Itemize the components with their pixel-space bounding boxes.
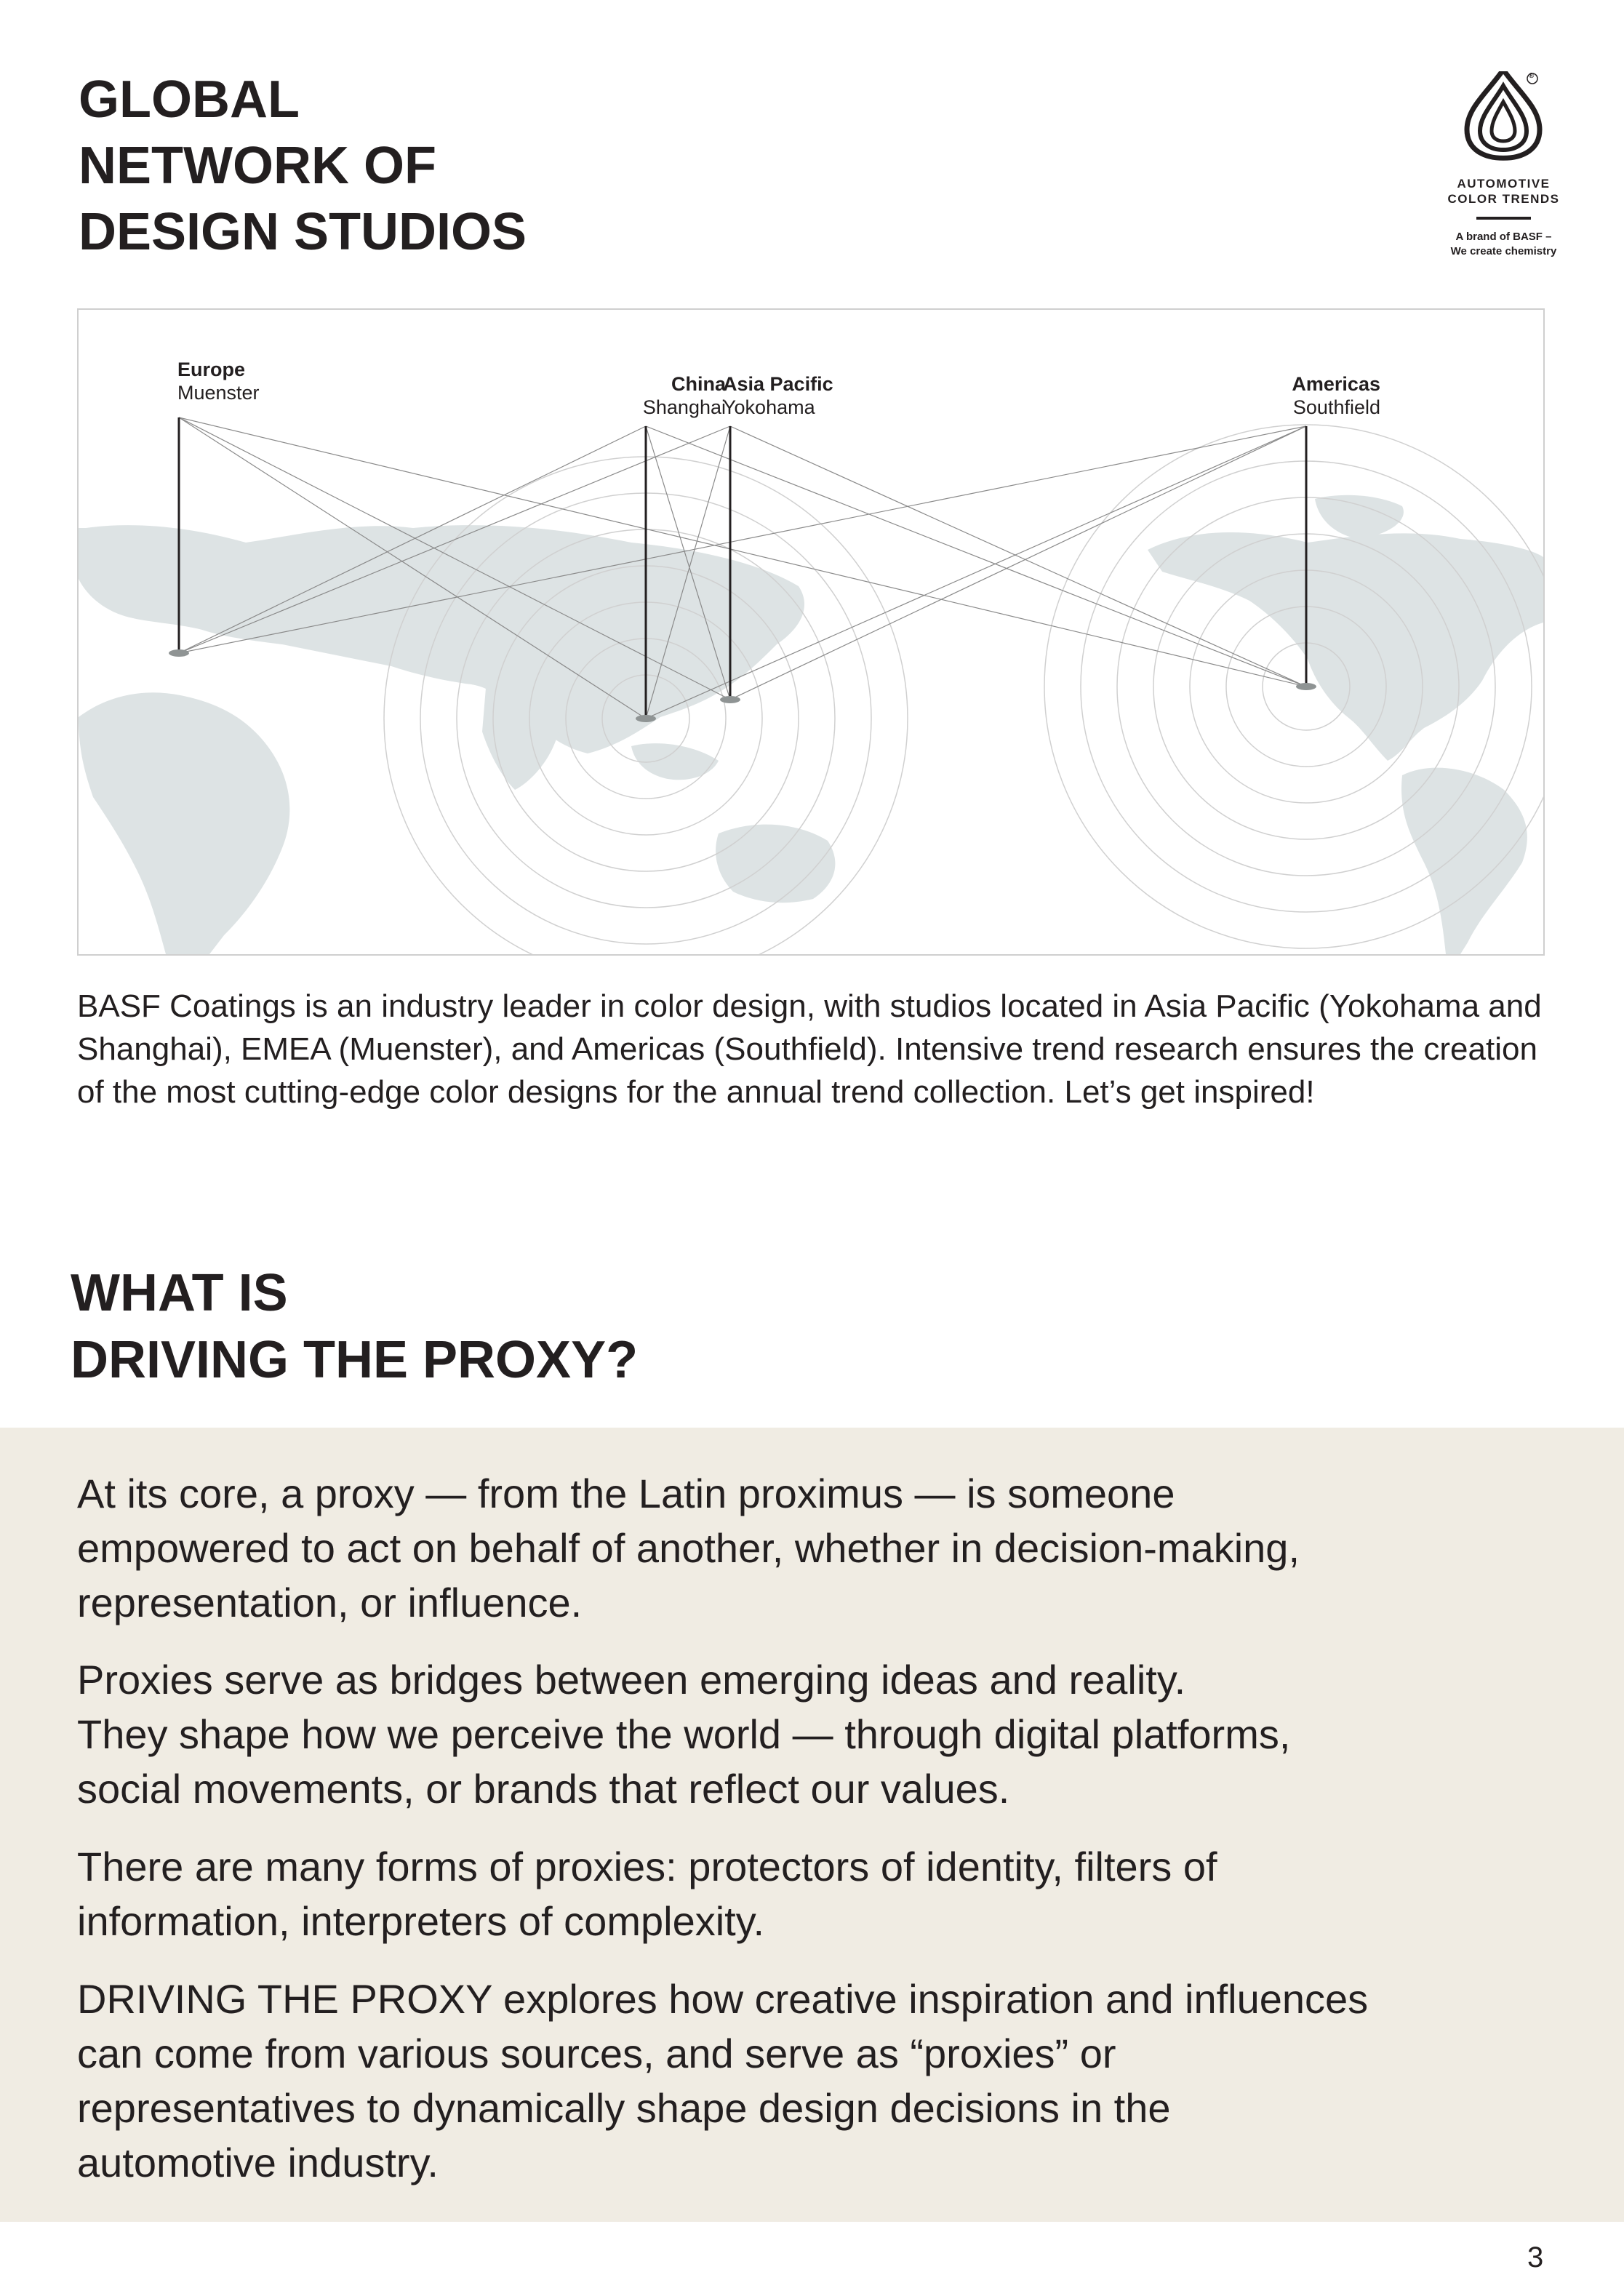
- text-line: There are many forms of proxies: protectors of identity, filters of: [77, 1844, 1217, 1889]
- studio-region: Americas: [1292, 373, 1380, 395]
- text-line: can come from various sources, and serve as “proxies” or: [77, 2031, 1116, 2076]
- proxy-paragraph-1: [77, 1466, 1575, 1630]
- text-line: representation, or influence.: [77, 1580, 583, 1625]
- studio-base-marker: [720, 696, 740, 703]
- logo-name-line2: COLOR TRENDS: [1447, 192, 1560, 206]
- text-line: DRIVING THE PROXY explores how creative inspiration and influences: [77, 1976, 1369, 2022]
- world-map-figure: [77, 308, 1545, 956]
- logo-tagline1: A brand of BASF –: [1455, 231, 1552, 243]
- drop-logo-icon: [1444, 71, 1564, 166]
- title-line: GLOBAL: [79, 71, 300, 129]
- text-line: social movements, or brands that reflect our values.: [77, 1766, 1010, 1812]
- page-title-network: [79, 67, 733, 265]
- australia-landmass: [716, 825, 835, 903]
- studio-region: Asia Pacific: [723, 373, 833, 395]
- text-line: automotive industry.: [77, 2140, 439, 2185]
- automotive-color-trends-logo: [1444, 71, 1564, 262]
- studio-base-marker: [1296, 683, 1316, 690]
- title-line: NETWORK OF: [79, 137, 436, 195]
- proxy-paragraph-3: [77, 1839, 1575, 1948]
- studio-city: Muenster: [177, 382, 260, 404]
- logo-divider: [1476, 217, 1531, 220]
- intro-paragraph: BASF Coatings is an industry leader in color design, with studios located in Asia Pacific (Yokohama and Shanghai), EMEA (Muenster), and Americas (Southfield). Intensive trend research ensures the creation of the most cutting-edge color designs for the annual trend collection. Let’s get inspired!: [77, 988, 1542, 1110]
- logo-name-line1: AUTOMOTIVE: [1457, 177, 1551, 191]
- registered-mark: ®: [1529, 72, 1535, 80]
- africa-landmass: [79, 692, 289, 954]
- studio-base-marker: [169, 649, 189, 657]
- text-line: They shape how we perceive the world — through digital platforms,: [77, 1711, 1291, 1757]
- proxy-paragraph-2: [77, 1652, 1575, 1816]
- studio-base-marker: [636, 715, 656, 722]
- studio-region: China: [671, 373, 726, 395]
- text-line: empowered to act on behalf of another, whether in decision-making,: [77, 1525, 1300, 1571]
- studio-label-china: [559, 372, 726, 419]
- section-title-proxy: [71, 1260, 943, 1393]
- studio-region: Europe: [177, 359, 246, 380]
- studio-city: Shanghai: [642, 396, 726, 418]
- north-america-landmass: [1148, 532, 1543, 761]
- studio-city: Southfield: [1292, 396, 1380, 418]
- text-line: Proxies serve as bridges between emerging ideas and reality.: [77, 1657, 1186, 1703]
- logo-tagline2: We create chemistry: [1450, 245, 1557, 257]
- proxy-paragraph-4: [77, 1972, 1575, 2190]
- title-line: WHAT IS: [71, 1264, 288, 1322]
- southeast-asia-islands: [631, 743, 719, 780]
- text-line: At its core, a proxy — from the Latin proximus — is someone: [77, 1471, 1175, 1516]
- studio-label-asia-pacific: [723, 372, 833, 419]
- studio-label-europe: [177, 358, 260, 404]
- south-america-landmass: [1401, 768, 1527, 954]
- studio-label-americas: [1213, 372, 1380, 419]
- title-line: DESIGN STUDIOS: [79, 203, 527, 261]
- text-line: information, interpreters of complexity.: [77, 1898, 765, 1944]
- title-line: DRIVING THE PROXY?: [71, 1331, 639, 1389]
- text-line: representatives to dynamically shape design decisions in the: [77, 2085, 1171, 2131]
- studio-city: Yokohama: [723, 396, 815, 418]
- page-number: 3: [1527, 2241, 1544, 2273]
- continents: [79, 495, 1543, 954]
